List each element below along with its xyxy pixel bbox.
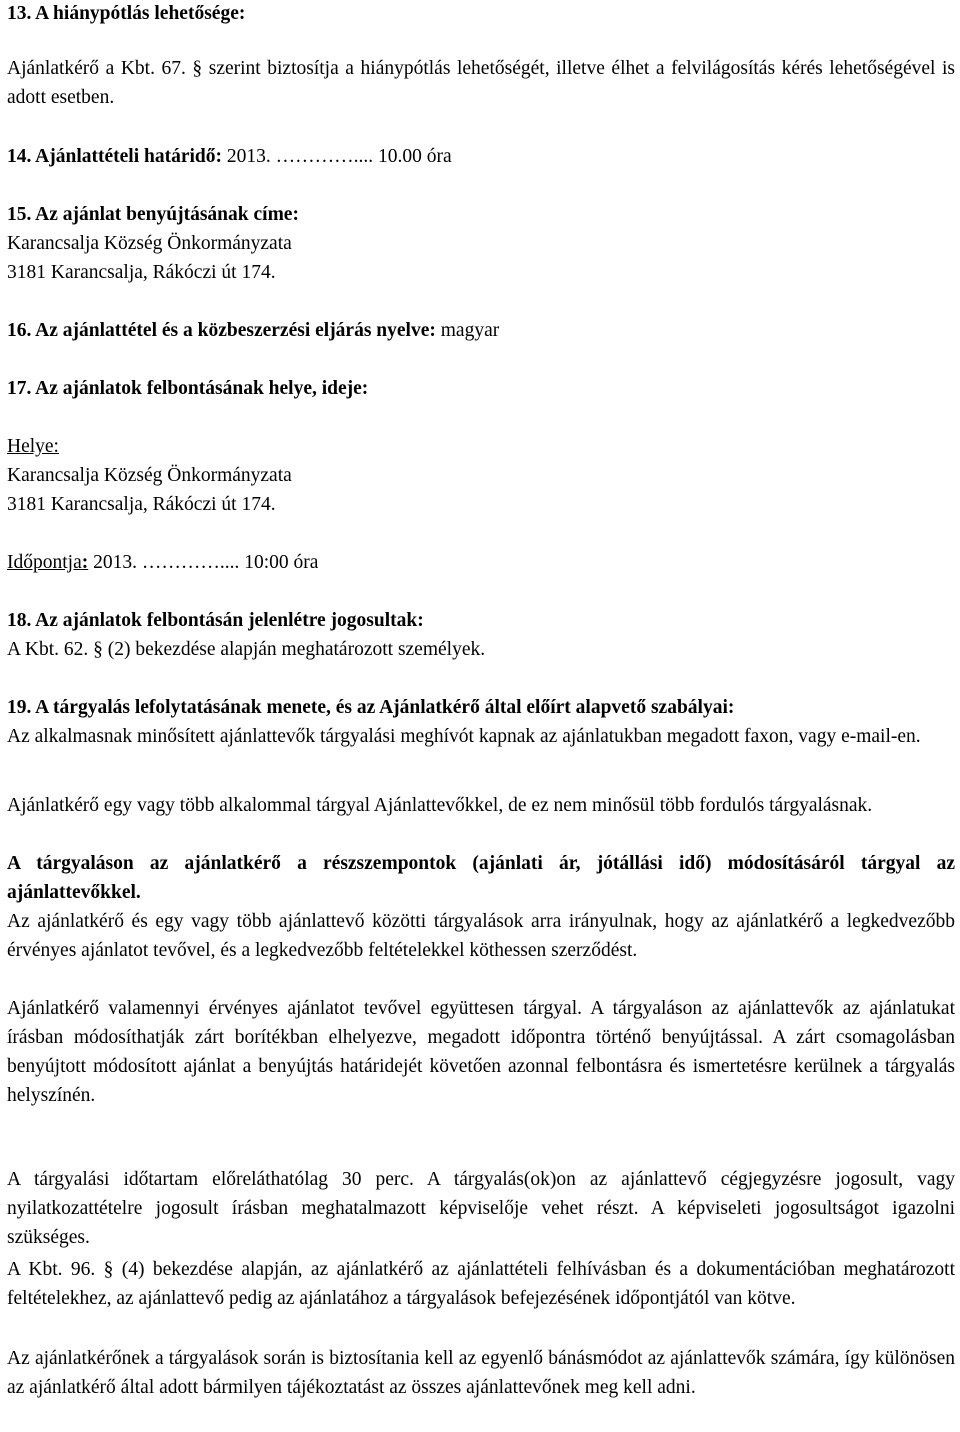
s17-heading: 17. Az ajánlatok felbontásának helye, ideje:: [7, 378, 369, 399]
s18-text: A Kbt. 62. § (2) bekezdése alapján meghatározott személyek.: [7, 639, 486, 660]
s16-heading: 16. Az ajánlattétel és a közbeszerzési eljárás nyelve:: [7, 320, 436, 341]
s19-paragraph-8: Az ajánlatkérőnek a tárgyalások során is biztosítania kell az egyenlő bánásmódot az ajánlattevők számára, így különösen az ajánlatkérő által adott bármilyen tájékoztatást az összes ajánlattevőnek meg kell adni.: [7, 1348, 955, 1398]
s17-time-colon: :: [81, 552, 89, 573]
s19-paragraph-2: Ajánlatkérő egy vagy több alkalommal tárgyal Ajánlattevőkkel, de ez nem minősül több fordulós tárgyalásnak.: [7, 795, 873, 816]
s14-line: [7, 142, 955, 171]
s13-heading: 13. A hiánypótlás lehetősége:: [7, 3, 246, 24]
s17-line1: Karancsalja Község Önkormányzata: [7, 465, 292, 486]
s19-paragraph-3: A tárgyaláson az ajánlatkérő a részszempontok (ajánlati ár, jótállási idő) módosításáról tárgyal az ajánlattevőkkel.: [7, 853, 955, 903]
s17-place-label: Helye:: [7, 436, 59, 457]
s17-time-label: Időpontja: [7, 552, 82, 573]
s19-heading: 19. A tárgyalás lefolytatásának menete, és az Ajánlatkérő által előírt alapvető szabályai:: [7, 697, 735, 718]
s16-line: [7, 316, 955, 345]
s15-heading: 15. Az ajánlat benyújtásának címe:: [7, 204, 299, 225]
s18-heading: 18. Az ajánlatok felbontásán jelenlétre jogosultak:: [7, 610, 424, 631]
s19-paragraph-1: Az alkalmasnak minősített ajánlattevők tárgyalási meghívót kapnak az ajánlatukban megadott faxon, vagy e-mail-en.: [7, 726, 921, 747]
s14-heading: 14. Ajánlattételi határidő:: [7, 146, 223, 167]
s14-value: 2013. ………….... 10.00 óra: [226, 146, 452, 167]
s19-paragraph-7: A Kbt. 96. § (4) bekezdése alapján, az ajánlatkérő az ajánlattételi felhívásban és a dokumentációban meghatározott feltételekhez, az ajánlattevő pedig az ajánlatához a tárgyalások befejezésének időpontjától van kötve.: [7, 1259, 955, 1309]
s13-text: Ajánlatkérő a Kbt. 67. § szerint biztosítja a hiánypótlás lehetőségét, illetve élhet a felvilágosítás kérés lehetőségével is adott esetben.: [7, 58, 955, 108]
s15-line1: Karancsalja Község Önkormányzata: [7, 233, 292, 254]
s19-paragraph-5: Ajánlatkérő valamennyi érvényes ajánlatot tevővel együttesen tárgyal. A tárgyaláson az ajánlattevők az ajánlatukat írásban módosíthatják zárt borítékban elhelyezve, megadott időpontra történő benyújtással. A zárt csomagolásban benyújtott módosított ajánlat a benyújtás határidejét követően azonnal felbontásra és ismertetésre kerülnek a tárgyalás helyszínén.: [7, 998, 955, 1106]
s17-time-line: [7, 548, 955, 577]
s17-time-value: 2013. ………….... 10:00 óra: [93, 552, 319, 573]
s19-paragraph-6: A tárgyalási időtartam előreláthatólag 30 perc. A tárgyalás(ok)on az ajánlattevő cégjegyzésre jogosult, vagy nyilatkozattételre jogosult írásban meghatalmazott képviselője vehet részt. A képviseleti jogosultságot igazolni szükséges.: [7, 1169, 955, 1248]
s15-line2: 3181 Karancsalja, Rákóczi út 174.: [7, 262, 276, 283]
s16-value: magyar: [440, 320, 500, 341]
s17-line2: 3181 Karancsalja, Rákóczi út 174.: [7, 494, 276, 515]
s19-paragraph-4: Az ajánlatkérő és egy vagy több ajánlattevő közötti tárgyalások arra irányulnak, hogy az ajánlatkérő a legkedvezőbb érvényes ajánlatot tevővel, és a legkedvezőbb feltételekkel köthessen szerződést.: [7, 911, 955, 961]
